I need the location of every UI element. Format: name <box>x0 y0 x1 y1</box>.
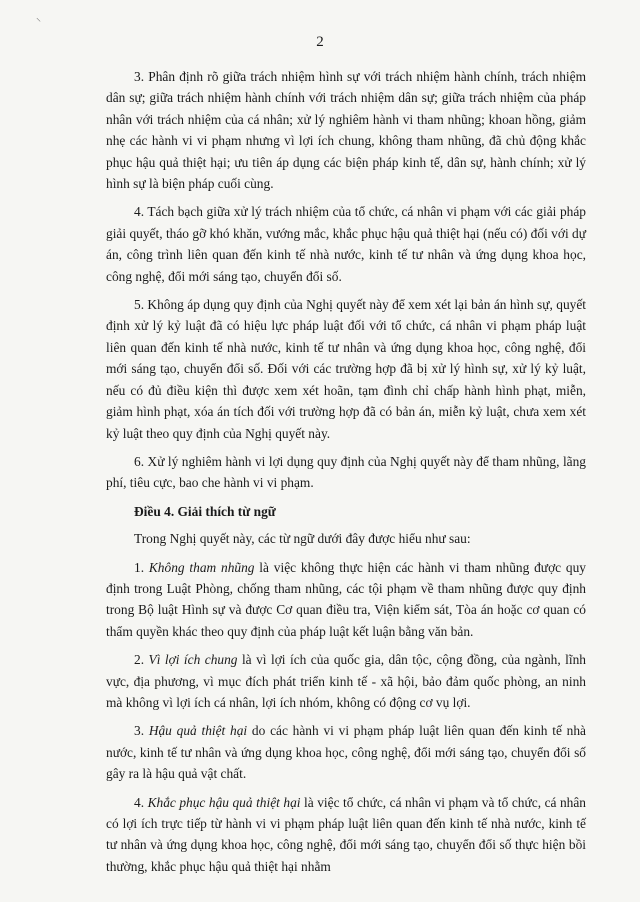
page-number: 2 <box>316 34 324 50</box>
definition-text: là việc tổ chức, cá nhân vi phạm và tổ chức, cá nhân có lợi ích trực tiếp từ hành vi vi phạm pháp luật liên quan đến kinh tế nhà nước, kinh tế tư nhân và ứng dụng khoa học, công nghệ, đổi mới sáng tạo, chuyển đổi số thực hiện bồi thường, khắc phục hậu quả thiệt hại nhằm <box>106 794 586 874</box>
definition-term: Khắc phục hậu quả thiệt hại <box>147 794 301 810</box>
definition-number: 4. <box>134 794 148 810</box>
document-body <box>106 66 586 884</box>
paragraph-clause-3: 3. Phân định rõ giữa trách nhiệm hình sự với trách nhiệm hành chính, trách nhiệm dân sự; giữa trách nhiệm hành chính với trách nhiệm dân sự; giữa trách nhiệm của pháp nhân với trách nhiệm của cá nhân; xử lý nghiêm hành vi tham nhũng; khoan hồng, giảm nhẹ các hành vi vi phạm nhưng vì lợi ích chung, không tham nhũng, đã chủ động khắc phục hậu quả thiệt hại; ưu tiên áp dụng các biện pháp kinh tế, dân sự, hành chính; xử lý hình sự là biện pháp cuối cùng. <box>106 69 586 192</box>
paragraph-clause-6: 6. Xử lý nghiêm hành vi lợi dụng quy định của Nghị quyết này để tham nhũng, lãng phí, tiêu cực, bao che hành vi vi phạm. <box>106 453 586 491</box>
definition-term: Không tham nhũng <box>148 559 255 575</box>
scan-mark: ⸌ <box>36 17 41 28</box>
definition-text: do các hành vi vi phạm pháp luật liên quan đến kinh tế nhà nước, kinh tế tư nhân và ứng dụng khoa học, công nghệ, đổi mới sáng tạo, chuyển đổi số gây ra là hậu quả vật chất. <box>106 723 586 782</box>
definition-number: 3. <box>134 723 149 739</box>
paragraph-clause-4: 4. Tách bạch giữa xử lý trách nhiệm của tổ chức, cá nhân vi phạm với các giải pháp giải quyết, tháo gỡ khó khăn, vướng mắc, khắc phục hậu quả thiệt hại (nếu có) đối với dự án, công trình liên quan đến kinh tế nhà nước, kinh tế tư nhân và ứng dụng khoa học, công nghệ, đổi mới sáng tạo, chuyển đổi số. <box>106 204 586 284</box>
article-intro: Trong Nghị quyết này, các từ ngữ dưới đây được hiểu như sau: <box>134 531 471 547</box>
definition-number: 1. <box>134 559 149 575</box>
definition-3 <box>106 720 586 784</box>
paragraph-clause-5: 5. Không áp dụng quy định của Nghị quyết này để xem xét lại bản án hình sự, quyết định xử lý kỷ luật đã có hiệu lực pháp luật đối với tổ chức, cá nhân vi phạm pháp luật liên quan đến kinh tế nhà nước, kinh tế tư nhân và ứng dụng khoa học, công nghệ, đổi mới sáng tạo, chuyển đổi số. Đối với các trường hợp đã bị xử lý hình sự, xử lý kỷ luật, nếu có đủ điều kiện thì được xem xét hoãn, tạm đình chỉ chấp hành hình phạt, miễn, giảm hình phạt, xóa án tích đối với trường hợp đã có bản án, miễn kỷ luật, chưa xem xét kỷ luật theo quy định của Nghị quyết này. <box>106 297 586 441</box>
definition-text: là vì lợi ích của quốc gia, dân tộc, cộng đồng, của ngành, lĩnh vực, địa phương, vì mục đích phát triển kinh tế - xã hội, bảo đảm quốc phòng, an ninh mà không vì lợi ích cá nhân, lợi ích nhóm, không có động cơ vụ lợi. <box>106 652 586 710</box>
definition-4 <box>106 792 586 878</box>
definition-1 <box>106 557 586 643</box>
definition-term: Vì lợi ích chung <box>148 652 238 668</box>
definition-term: Hậu quả thiệt hại <box>148 723 248 739</box>
article-heading: Điều 4. Giải thích từ ngữ <box>134 503 276 519</box>
definition-2 <box>106 649 586 713</box>
definition-number: 2. <box>134 652 149 668</box>
definition-text: là việc không thực hiện các hành vi tham nhũng được quy định trong Luật Phòng, chống tham nhũng, các tội phạm về tham nhũng được quy định trong Bộ luật Hình sự và được Cơ quan điều tra, Viện kiểm sát, Tòa án hoặc cơ quan có thẩm quyền khác theo quy định của pháp luật kết luận bằng văn bản. <box>106 559 586 639</box>
